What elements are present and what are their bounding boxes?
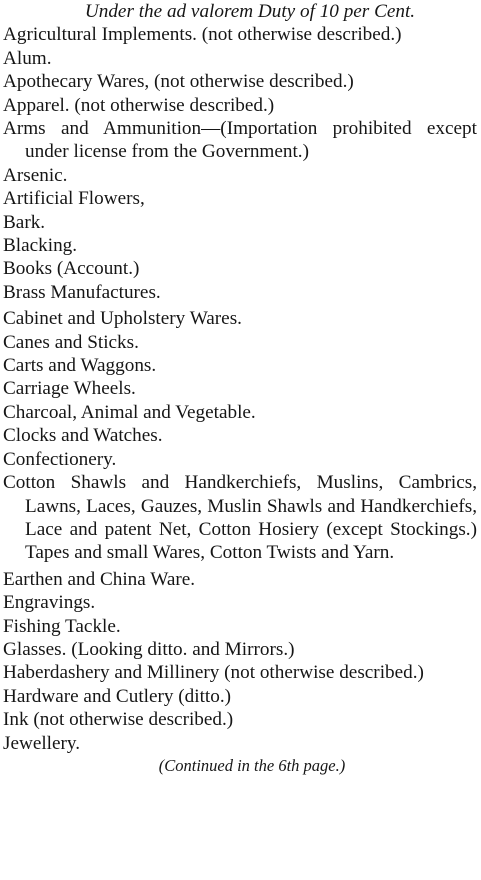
- list-item: Canes and Sticks.: [3, 331, 139, 353]
- list-item: Ink (not otherwise described.): [3, 709, 234, 731]
- list-item: Bark.: [3, 211, 46, 233]
- list-item: Blacking.: [3, 235, 78, 257]
- list-item: Apparel. (not otherwise described.): [3, 94, 275, 116]
- list-item: Confectionery.: [3, 448, 117, 470]
- list-item: Cabinet and Upholstery Wares.: [3, 308, 242, 330]
- list-item: Alum.: [3, 47, 52, 69]
- list-item: Clocks and Watches.: [3, 425, 163, 447]
- section-heading: Under the ad valorem Duty of 10 per Cent.: [84, 1, 416, 22]
- list-item: Fishing Tackle.: [3, 615, 121, 637]
- list-item: Carts and Waggons.: [3, 355, 157, 377]
- list-item: Carriage Wheels.: [3, 378, 136, 400]
- list-item: Glasses. (Looking ditto. and Mirrors.): [3, 638, 295, 660]
- list-item: Arsenic.: [3, 164, 68, 186]
- list-item: Jewellery.: [3, 732, 81, 754]
- list-item: Artificial Flowers,: [3, 188, 145, 210]
- list-item: Engravings.: [3, 592, 96, 614]
- list-item: Earthen and China Ware.: [3, 568, 196, 590]
- list-item: Arms and Ammunition—(Importation prohibited except under license from the Government.): [3, 118, 477, 163]
- list-item: Agricultural Implements. (not otherwise described.): [3, 24, 402, 46]
- list-item: Apothecary Wares, (not otherwise described.): [3, 71, 354, 93]
- continuation-note: (Continued in the 6th page.): [158, 755, 346, 775]
- duty-item-list: [3, 23, 477, 755]
- list-item: Hardware and Cutlery (ditto.): [3, 685, 232, 707]
- list-item: Cotton Shawls and Handkerchiefs, Muslins, Cambrics, Lawns, Laces, Gauzes, Muslin Shawls and Handkerchiefs, Lace and patent Net, Cotton Hosiery (except Stockings.) Tapes and small Wares, Cotton Twists and Yarn.: [3, 472, 477, 564]
- list-item: Haberdashery and Millinery (not otherwise described.): [3, 662, 424, 684]
- list-item: Books (Account.): [3, 258, 140, 280]
- list-item: Brass Manufactures.: [3, 281, 161, 303]
- list-item: Charcoal, Animal and Vegetable.: [3, 401, 256, 423]
